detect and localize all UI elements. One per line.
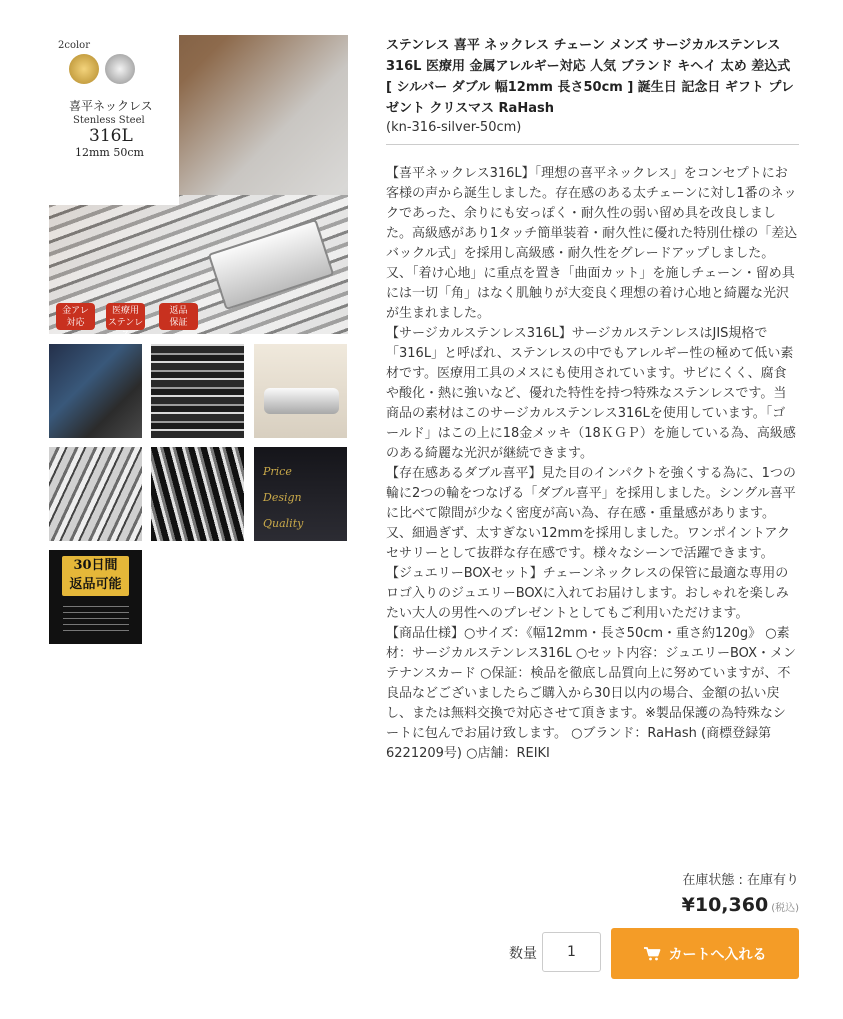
- description-paragraph: 【喜平ネックレス316L】「理想の喜平ネックレス」をコンセプトにお客様の声から誕生しました。存在感のある太チェーンに対し1番のネックであった、余りにも安っぽく・耐久性の弱い留め具を改良しました。高級感があり1タッチ簡単装着・耐久性に優れた特別仕様の「差込バックル式」を採用し高級感・耐久性をグレードアップしました。又、「着け心地」に重点を置き「曲面カット」を施しチェーン・留め具には一切「角」はなく肌触りが大変良く理想の着け心地と綺麗な光沢が生まれました。: [386, 166, 798, 321]
- cart-icon: [644, 947, 660, 961]
- thumb-fine-print: [63, 606, 129, 636]
- product-sku: (kn-316-silver-50cm): [386, 120, 522, 135]
- product-description: [386, 164, 798, 764]
- thumbnail-1[interactable]: [49, 344, 142, 438]
- thumbnail-3[interactable]: [254, 344, 347, 438]
- badge-return: 返品 保証: [159, 303, 198, 330]
- thumbnail-6[interactable]: [254, 447, 347, 541]
- description-paragraph: 【商品仕様】○サイズ：《幅12mm・長さ50cm・重さ約120g》 ○素材：サージカルステンレス316L ○セット内容：ジュエリーBOX・メンテナンスカード ○保証：検品を徹底し品質向上に努めていますが、不良品などございましたらご購入から30日以内の場合、金額の払い戻し、または無料交換で対応させて頂きます。※製品保護の為特殊なシートに包んでお届け致します。 ○ブランド：RaHash (商標登録第6221209号) ○店舗：REIKI: [386, 626, 796, 761]
- description-paragraph: 【存在感あるダブル喜平】見た目のインパクトを強くする為に、1つの輪に2つの輪をつなげる「ダブル喜平」を採用しました。シングル喜平に比べて隙間が少なく密度が高い為、存在感・重量感があります。又、細過ぎず、太すぎない12mmを採用しました。ワンポイントアクセサリーとして抜群な存在感です。様々なシーンで活躍できます。: [386, 466, 796, 561]
- add-to-cart-label: カートへ入れる: [668, 946, 767, 963]
- image-subtitle: Stenless Steel: [73, 115, 145, 126]
- quantity-label: 数量: [509, 946, 537, 962]
- image-title: 喜平ネックレス: [69, 99, 153, 113]
- price: ¥10,360: [681, 894, 769, 916]
- thumbnail-2[interactable]: [151, 344, 244, 438]
- thumbnail-5[interactable]: [151, 447, 244, 541]
- product-title: ステンレス 喜平 ネックレス チェーン メンズ サージカルステンレス 316L 医療用 金属アレルギー対応 人気 ブランド キヘイ 太め 差込式 [ シルバー ダブル 幅12mm 長さ50cm ] 誕生日 記念日 ギフト プレゼント クリスマス RaHash: [386, 38, 794, 116]
- description-paragraph: 【ジュエリーBOXセット】チェーンネックレスの保管に最適な専用のロゴ入りのジュエリーBOXに入れてお届けします。おしゃれを楽しみたい大人の男性へのプレゼントとしてもご利用いただけます。: [386, 566, 789, 621]
- image-size: 12mm 50cm: [75, 146, 144, 159]
- thumb-word-quality: Quality: [263, 517, 304, 530]
- price-block: [682, 894, 799, 916]
- color-count-label: 2color: [58, 40, 90, 51]
- main-product-image[interactable]: [49, 35, 348, 340]
- quantity-input[interactable]: [542, 932, 601, 972]
- gold-swatch: [69, 54, 99, 84]
- thumbnail-4[interactable]: [49, 447, 142, 541]
- image-grade: 316L: [89, 126, 133, 146]
- stock-status: 在庫状態 : 在庫有り: [682, 873, 799, 888]
- divider: [386, 144, 799, 145]
- clasp-photo: [264, 388, 339, 414]
- badge-medical: 医療用 ステンレス: [106, 303, 145, 330]
- tax-note: (税込): [771, 903, 799, 914]
- thumbnail-7[interactable]: [49, 550, 142, 644]
- silver-swatch: [105, 54, 135, 84]
- thumb-word-price: Price: [263, 465, 292, 478]
- description-paragraph: 【サージカルステンレス316L】サージカルステンレスはJIS規格で「316L」と呼ばれ、ステンレスの中でもアレルギー性の極めて低い素材です。医療用工具のメスにも使用されています。サビにくく、腐食や酸化・熱に強いなど、優れた特性を持つ特殊なステンレスです。当商品の素材はこのサージカルステンレス316Lを使用しています。「ゴールド」はこの上に18金メッキ（18ＫＧＰ）を施している為、高級感のある綺麗な光沢が継続できます。: [386, 326, 796, 461]
- thumb-word-design: Design: [263, 491, 302, 504]
- thumb-return-headline: 30日間 返品可能: [62, 556, 129, 596]
- add-to-cart-button[interactable]: [611, 928, 799, 979]
- badge-allergy: 金アレ 対応: [56, 303, 95, 330]
